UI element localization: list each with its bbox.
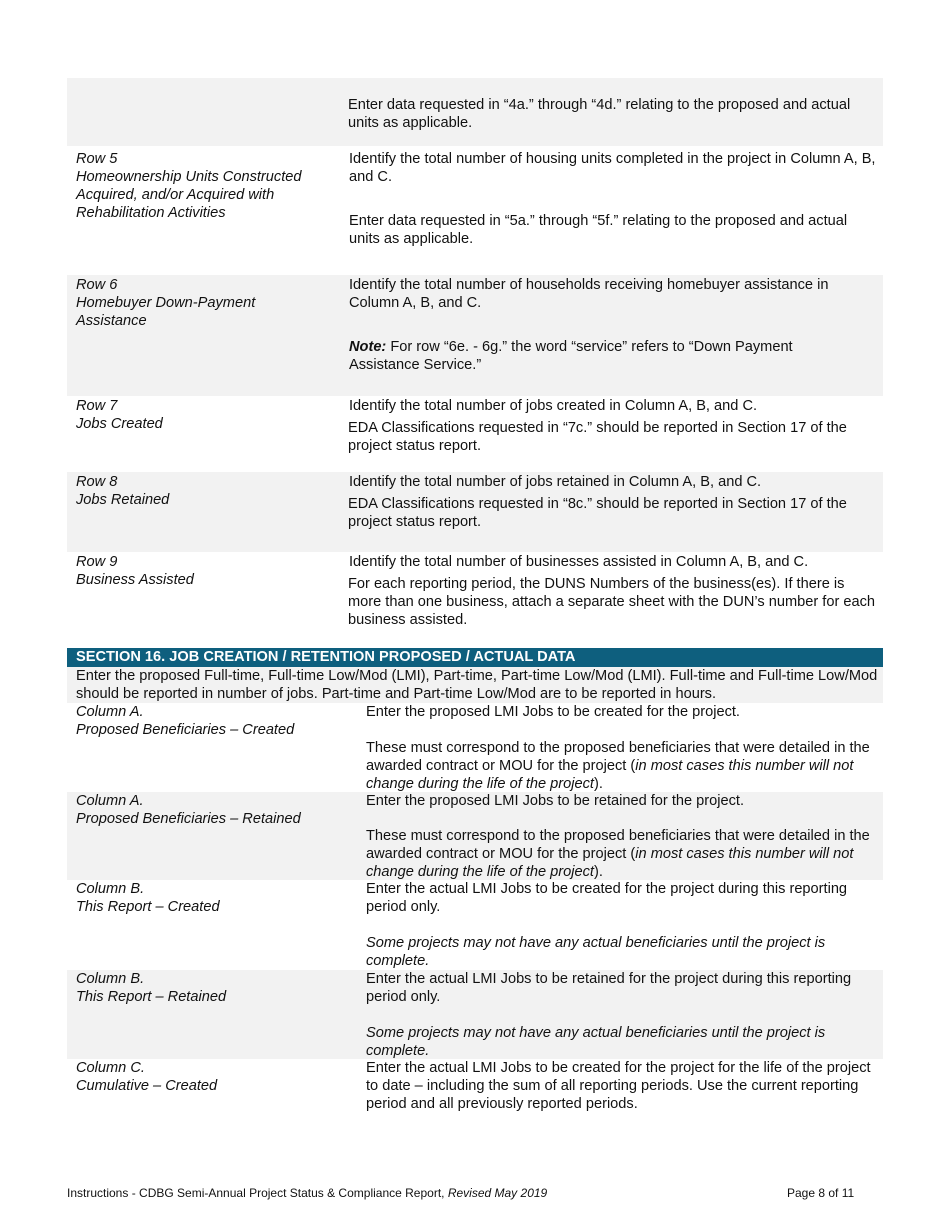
footer-revision: Revised May 2019 [447, 1186, 548, 1200]
column-a-created-text-2a: These must correspond to the proposed beneficiaries that were detailed in the awarded contract or MOU for the project ( [366, 740, 870, 774]
row-6 [67, 275, 883, 396]
column-b-created-text-1: Enter the actual LMI Jobs to be created for the project during this reporting period only. [366, 881, 848, 915]
row-5-text-2: Enter data requested in “5a.” through “5f.” relating to the proposed and actual units as applicable. [349, 213, 848, 247]
row-5-label: Row 5 Homeownership Units Constructed Acquired, and/or Acquired with Rehabilitation Activities [76, 151, 302, 221]
column-c-created-text-1: Enter the actual LMI Jobs to be created for the project for the life of the project to date – including the sum of all reporting periods. Use the current reporting period and all previously reported periods. [366, 1060, 871, 1112]
column-b-retained-label: Column B. This Report – Retained [76, 971, 227, 1005]
column-a-created-text-1: Enter the proposed LMI Jobs to be created for the project. [366, 704, 740, 720]
section-16-intro-text: Enter the proposed Full-time, Full-time Low/Mod (LMI), Part-time, Part-time Low/Mod (LMI). Full-time and Full-time Low/Mod should be reported in number of jobs. Part-time and Part-time Low/Mod are to be reported in hours. [76, 668, 878, 702]
column-b-created-text-2: Some projects may not have any actual beneficiaries until the project is complete. [366, 935, 826, 969]
column-a-retained-text-2a: These must correspond to the proposed beneficiaries that were detailed in the awarded contract or MOU for the project ( [366, 828, 870, 862]
column-a-created-label: Column A. Proposed Beneficiaries – Created [76, 704, 295, 738]
column-a-created [67, 703, 883, 792]
row-8-text-2: EDA Classifications requested in “8c.” should be reported in Section 17 of the project status report. [348, 496, 847, 530]
row-6-text-1: Identify the total number of households receiving homebuyer assistance in Column A, B, and C. [349, 277, 829, 311]
row-6-note [349, 338, 849, 374]
row-8 [67, 472, 883, 552]
row-9-label: Row 9 Business Assisted [76, 554, 194, 588]
column-b-created-label: Column B. This Report – Created [76, 881, 220, 915]
footer-left [67, 1186, 547, 1200]
column-a-created-text-2 [366, 739, 878, 793]
row-5 [67, 146, 883, 275]
column-b-retained-text-1: Enter the actual LMI Jobs to be retained for the project during this reporting period only. [366, 971, 852, 1005]
row-7-text-2: EDA Classifications requested in “7c.” should be reported in Section 17 of the project status report. [348, 420, 847, 454]
row-9-text-2: For each reporting period, the DUNS Numbers of the business(es). If there is more than one business, attach a separate sheet with the DUN’s number for each business assisted. [348, 576, 876, 628]
column-c-created [67, 1059, 883, 1117]
row-4-continuation [67, 78, 883, 146]
section-16-title: SECTION 16. JOB CREATION / RETENTION PROPOSED / ACTUAL DATA [76, 649, 576, 665]
section-16-intro [67, 667, 883, 703]
column-c-created-label: Column C. Cumulative – Created [76, 1060, 218, 1094]
column-a-created-text-2b: in most cases this number will not change during the life of the project [366, 758, 854, 792]
row-8-label: Row 8 Jobs Retained [76, 474, 170, 508]
row-9-text-1: Identify the total number of businesses assisted in Column A, B, and C. [349, 554, 809, 570]
section-16-header [67, 648, 883, 667]
column-a-retained-text-1: Enter the proposed LMI Jobs to be retained for the project. [366, 793, 745, 809]
row-7-label: Row 7 Jobs Created [76, 398, 163, 432]
row-9 [67, 552, 883, 648]
row-4-text: Enter data requested in “4a.” through “4d.” relating to the proposed and actual units as applicable. [348, 97, 851, 131]
column-a-created-text-2c: ). [593, 776, 603, 792]
row-5-text-1: Identify the total number of housing units completed in the project in Column A, B, and C. [349, 151, 876, 185]
footer-page-number: Page 8 of 11 [787, 1186, 855, 1200]
column-a-retained-text-2 [366, 827, 878, 881]
note-label: Note: [349, 339, 387, 355]
row-8-text-1: Identify the total number of jobs retained in Column A, B, and C. [349, 474, 762, 490]
row-7 [67, 396, 883, 472]
note-text: For row “6e. - 6g.” the word “service” refers to “Down Payment Assistance Service.” [349, 339, 793, 373]
column-a-retained [67, 792, 883, 880]
row-7-text-1: Identify the total number of jobs created in Column A, B, and C. [349, 398, 758, 414]
row-6-label: Row 6 Homebuyer Down-Payment Assistance [76, 277, 256, 329]
column-a-retained-label: Column A. Proposed Beneficiaries – Retained [76, 793, 301, 827]
column-a-retained-text-2c: ). [593, 864, 603, 880]
column-b-retained-text-2: Some projects may not have any actual beneficiaries until the project is complete. [366, 1025, 826, 1059]
column-b-created [67, 880, 883, 970]
column-b-retained [67, 970, 883, 1059]
footer-doc-title: Instructions - CDBG Semi-Annual Project Status & Compliance Report, [67, 1186, 448, 1200]
column-a-retained-text-2b: in most cases this number will not change during the life of the project [366, 846, 854, 880]
